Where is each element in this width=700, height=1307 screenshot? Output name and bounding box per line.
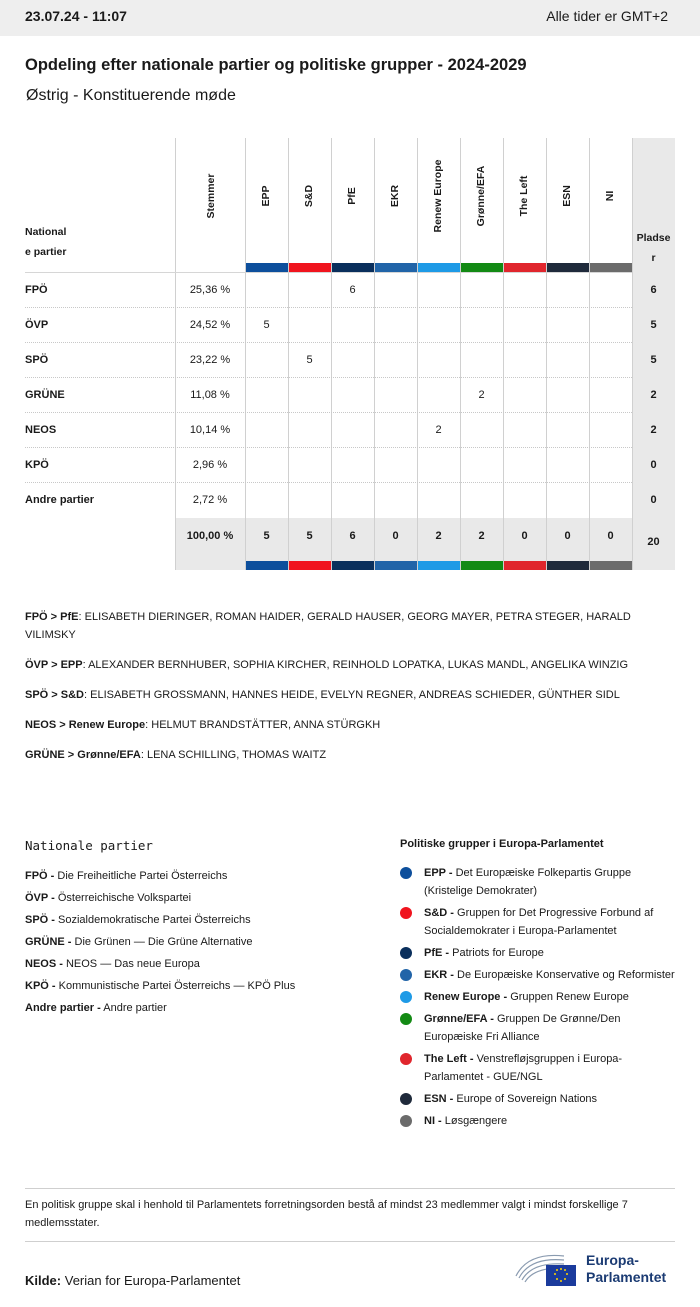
national-party-abbr: KPÖ -: [25, 980, 56, 992]
member-list: [25, 608, 655, 776]
member-entry: NEOS > Renew Europe: HELMUT BRANDSTÄTTER, ANNA STÜRGKH: [25, 719, 381, 731]
seats-header-line1: Pladse: [636, 232, 671, 244]
national-party-abbr: GRÜNE -: [25, 936, 72, 948]
group-color-dot-icon: [400, 907, 412, 919]
group-color-bar: [461, 263, 503, 272]
europarl-emblem-icon: [514, 1250, 580, 1288]
group-legend-title: Politiske grupper i Europa-Parlamentet: [400, 838, 604, 850]
total-seat-count: 0: [521, 530, 528, 542]
group-name: Gruppen Renew Europe: [510, 991, 629, 1003]
group-color-dot-icon: [400, 947, 412, 959]
group-color-bar: [461, 561, 503, 570]
timezone-note: Alle tider er GMT+2: [546, 8, 668, 24]
national-party-abbr: Andre partier -: [25, 1002, 101, 1014]
total-seat-count: 5: [306, 530, 313, 542]
group-color-bar: [246, 561, 288, 570]
political-groups-legend: [400, 838, 680, 1134]
group-header: [245, 138, 288, 258]
row-divider: [25, 342, 632, 343]
vote-share: 2,72 %: [192, 494, 228, 506]
group-abbr: Renew Europe -: [424, 991, 508, 1003]
group-color-bar: [289, 561, 331, 570]
votes-header-text: Stemmer: [205, 173, 217, 219]
member-group-key: GRÜNE > Grønne/EFA: [25, 749, 141, 761]
source-label: Kilde:: [25, 1273, 62, 1288]
row-divider: [25, 377, 632, 378]
party-name: SPÖ: [25, 354, 49, 366]
group-color-bar: [418, 561, 460, 570]
group-color-dot-icon: [400, 991, 412, 1003]
party-column-header: [25, 222, 66, 262]
grand-total-seats: 20: [647, 536, 660, 548]
party-name: Andre partier: [25, 494, 95, 506]
row-divider: [25, 307, 632, 308]
page-subtitle: Østrig - Konstituerende møde: [26, 87, 236, 104]
group-color-bar: [332, 561, 374, 570]
seat-count: 5: [263, 319, 270, 331]
group-color-bar: [590, 561, 632, 570]
member-names: ALEXANDER BERNHUBER, SOPHIA KIRCHER, REINHOLD LOPATKA, LUKAS MANDL, ANGELIKA WINZIG: [88, 659, 629, 671]
national-party-abbr: SPÖ -: [25, 914, 55, 926]
member-entry: GRÜNE > Grønne/EFA: LENA SCHILLING, THOMAS WAITZ: [25, 749, 327, 761]
group-abbr: ESN -: [424, 1093, 454, 1105]
group-abbr: EPP -: [424, 867, 453, 879]
national-party-name: Die Grünen — Die Grüne Alternative: [74, 936, 253, 948]
member-names: HELMUT BRANDSTÄTTER, ANNA STÜRGKH: [151, 719, 381, 731]
results-table: [25, 138, 675, 570]
member-names: LENA SCHILLING, THOMAS WAITZ: [146, 749, 327, 761]
group-color-bar: [418, 263, 460, 272]
vote-share: 25,36 %: [189, 284, 231, 296]
vote-share: 23,22 %: [189, 354, 231, 366]
national-parties-legend: [25, 838, 365, 1019]
group-header-text: EKR: [389, 184, 401, 208]
group-name: Gruppen for Det Progressive Forbund af Socialdemokrater i Europa-Parlamentet: [424, 907, 654, 937]
national-party-item: [25, 887, 365, 909]
total-seat-count: 5: [263, 530, 270, 542]
footnote: En politisk gruppe skal i henhold til Parlamentets forretningsorden bestå af mindst 23 medlemmer valgt i mindst forskellige 7 medlemsstater.: [25, 1199, 628, 1229]
page-title: Opdeling efter nationale partier og politiske grupper - 2024-2029: [25, 56, 527, 74]
vote-share: 24,52 %: [189, 319, 231, 331]
group-name: Patriots for Europe: [452, 947, 544, 959]
group-color-bar: [289, 263, 331, 272]
group-abbr: NI -: [424, 1115, 442, 1127]
group-header: [460, 138, 503, 258]
group-header-text: PfE: [346, 187, 358, 205]
row-total-seats: 0: [650, 459, 657, 471]
row-total-seats: 0: [650, 494, 657, 506]
row-total-seats: 5: [650, 354, 657, 366]
row-divider: [25, 412, 632, 413]
group-header: [288, 138, 331, 258]
seat-count: 2: [435, 424, 442, 436]
group-abbr: PfE -: [424, 947, 450, 959]
group-legend-item: [400, 904, 680, 940]
group-header-text: Grønne/EFA: [475, 165, 487, 227]
group-color-dot-icon: [400, 969, 412, 981]
party-name: FPÖ: [25, 284, 48, 296]
group-abbr: EKR -: [424, 969, 454, 981]
member-group-key: SPÖ > S&D: [25, 689, 84, 701]
national-party-name: NEOS — Das neue Europa: [65, 958, 200, 970]
seats-column-header: [632, 228, 675, 268]
member-entry: ÖVP > EPP: ALEXANDER BERNHUBER, SOPHIA KIRCHER, REINHOLD LOPATKA, LUKAS MANDL, ANGELIKA WINZIG: [25, 659, 629, 671]
row-total-seats: 6: [650, 284, 657, 296]
vote-share: 2,96 %: [192, 459, 228, 471]
national-party-item: [25, 975, 365, 997]
group-header-text: NI: [604, 190, 616, 202]
header-divider: [25, 272, 632, 273]
group-color-bar: [504, 263, 546, 272]
row-divider: [25, 447, 632, 448]
national-party-item: [25, 953, 365, 975]
member-names: ELISABETH DIERINGER, ROMAN HAIDER, GERALD HAUSER, GEORG MAYER, PETRA STEGER, HARALD VILIMSKY: [25, 611, 631, 641]
group-header: [546, 138, 589, 258]
logo-line-2: Parlamentet: [586, 1269, 667, 1285]
party-header-line2: e partier: [25, 246, 67, 258]
group-color-bar: [375, 561, 417, 570]
group-legend-item: [400, 966, 680, 984]
member-group-key: NEOS > Renew Europe: [25, 719, 146, 731]
group-color-bar: [590, 263, 632, 272]
group-color-bar: [246, 263, 288, 272]
seats-header-line2: r: [651, 252, 656, 264]
national-party-name: Österreichische Volkspartei: [57, 892, 192, 904]
party-name: GRÜNE: [25, 389, 65, 401]
group-color-bar: [504, 561, 546, 570]
group-abbr: The Left -: [424, 1053, 474, 1065]
group-color-bar: [332, 263, 374, 272]
seat-count: 5: [306, 354, 313, 366]
group-name: De Europæiske Konservative og Reformister: [457, 969, 675, 981]
row-total-seats: 2: [650, 424, 657, 436]
group-name: Gruppen De Grønne/Den Europæiske Fri Alliance: [424, 1013, 621, 1043]
group-color-dot-icon: [400, 1053, 412, 1065]
divider: [25, 1188, 675, 1189]
group-color-dot-icon: [400, 1115, 412, 1127]
row-divider: [25, 482, 632, 483]
vote-share: 10,14 %: [189, 424, 231, 436]
group-legend-item: [400, 988, 680, 1006]
group-color-bar: [375, 263, 417, 272]
votes-column-header: [190, 138, 233, 258]
group-header-text: The Left: [518, 175, 530, 217]
member-group-key: FPÖ > PfE: [25, 611, 79, 623]
group-abbr: Grønne/EFA -: [424, 1013, 494, 1025]
party-header-line1: National: [25, 226, 67, 238]
vote-share: 11,08 %: [190, 389, 230, 401]
national-party-abbr: NEOS -: [25, 958, 63, 970]
total-seat-count: 0: [607, 530, 614, 542]
national-party-name: Kommunistische Partei Österreichs — KPÖ Plus: [58, 980, 296, 992]
group-legend-item: [400, 1050, 680, 1086]
group-name: Løsgængere: [444, 1115, 508, 1127]
national-party-item: [25, 997, 365, 1019]
party-name: KPÖ: [25, 459, 49, 471]
group-header-text: EPP: [260, 185, 272, 207]
source: [25, 1273, 240, 1288]
member-names: ELISABETH GROSSMANN, HANNES HEIDE, EVELYN REGNER, ANDREAS SCHIEDER, GÜNTHER SIDL: [90, 689, 620, 701]
total-seat-count: 2: [435, 530, 442, 542]
national-party-name: Sozialdemokratische Partei Österreichs: [58, 914, 251, 926]
group-color-bar: [547, 561, 589, 570]
group-name: Venstrefløjsgruppen i Europa-Parlamentet - GUE/NGL: [424, 1053, 623, 1083]
divider: [25, 1241, 675, 1242]
member-entry: SPÖ > S&D: ELISABETH GROSSMANN, HANNES HEIDE, EVELYN REGNER, ANDREAS SCHIEDER, GÜNTHER SIDL: [25, 689, 620, 701]
logo-line-1: Europa-: [586, 1252, 639, 1268]
row-total-seats: 2: [650, 389, 657, 401]
group-name: Europe of Sovereign Nations: [456, 1093, 598, 1105]
national-party-item: [25, 931, 365, 953]
top-bar: [0, 0, 700, 36]
group-color-dot-icon: [400, 867, 412, 879]
group-legend-item: [400, 1112, 680, 1130]
group-header: [503, 138, 546, 258]
group-header: [417, 138, 460, 258]
group-color-dot-icon: [400, 1093, 412, 1105]
group-legend-item: [400, 1090, 680, 1108]
total-seat-count: 6: [349, 530, 356, 542]
total-seat-count: 2: [478, 530, 485, 542]
seat-count: 6: [349, 284, 356, 296]
timestamp: 23.07.24 - 11:07: [25, 8, 127, 24]
party-name: ÖVP: [25, 319, 49, 331]
group-legend-item: [400, 1010, 680, 1046]
group-name: Det Europæiske Folkepartis Gruppe (Kristelige Demokrater): [424, 867, 632, 897]
party-name: NEOS: [25, 424, 57, 436]
group-header-text: S&D: [303, 184, 315, 208]
total-votes: 100,00 %: [186, 530, 234, 542]
seat-count: 2: [478, 389, 485, 401]
national-party-name: Andre partier: [103, 1002, 167, 1014]
national-party-name: Die Freiheitliche Partei Österreichs: [57, 870, 228, 882]
national-party-item: [25, 909, 365, 931]
group-header-text: ESN: [561, 185, 573, 207]
national-party-abbr: FPÖ -: [25, 870, 55, 882]
group-legend-item: [400, 944, 680, 962]
source-text: Verian for Europa-Parlamentet: [64, 1273, 241, 1288]
total-seat-count: 0: [564, 530, 571, 542]
group-header: [374, 138, 417, 258]
group-header: [331, 138, 374, 258]
group-color-dot-icon: [400, 1013, 412, 1025]
total-seat-count: 0: [392, 530, 399, 542]
group-legend-item: [400, 864, 680, 900]
national-party-item: [25, 865, 365, 887]
row-total-seats: 5: [650, 319, 657, 331]
group-header: [589, 138, 632, 258]
group-color-bar: [547, 263, 589, 272]
europarl-logo: [514, 1250, 679, 1290]
group-abbr: S&D -: [424, 907, 454, 919]
member-group-key: ÖVP > EPP: [25, 659, 83, 671]
member-entry: FPÖ > PfE: ELISABETH DIERINGER, ROMAN HAIDER, GERALD HAUSER, GEORG MAYER, PETRA STEGER, HARALD VILIMSKY: [25, 611, 631, 641]
national-legend-title: Nationale partier: [25, 838, 153, 853]
group-header-text: Renew Europe: [432, 159, 444, 233]
national-party-abbr: ÖVP -: [25, 892, 55, 904]
